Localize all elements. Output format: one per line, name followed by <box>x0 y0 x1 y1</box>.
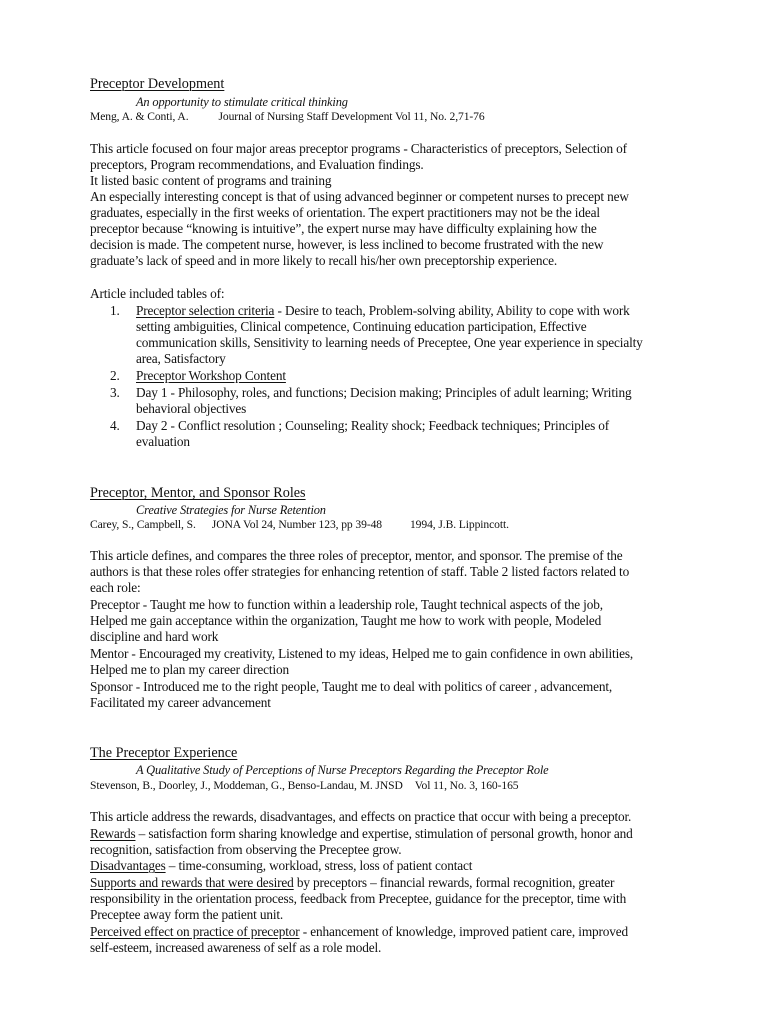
paragraph-line: It listed basic content of programs and training <box>90 173 332 188</box>
item-text: - enhancement of knowledge, improved patient care, improved <box>299 924 629 939</box>
section-title: The Preceptor Experience <box>90 745 238 761</box>
list-number: 4. <box>110 418 120 433</box>
item-continuation: Preceptee away form the patient unit. <box>90 907 284 922</box>
list-number: 1. <box>110 303 120 318</box>
list-item <box>110 418 609 434</box>
list-item <box>90 826 633 842</box>
citation-journal: JONA Vol 24, Number 123, pp 39-48 <box>211 518 382 531</box>
list-item <box>110 385 631 401</box>
section-title: Preceptor Development <box>90 76 225 92</box>
list-text: Day 1 - Philosophy, roles, and functions; Decision making; Principles of adult learning; Writing <box>136 385 632 400</box>
list-item <box>90 924 628 940</box>
paragraph-line: Mentor - Encouraged my creativity, Listened to my ideas, Helped me to gain confidence in own abilities, <box>90 646 634 661</box>
list-item <box>90 875 614 891</box>
section-subtitle: Creative Strategies for Nurse Retention <box>136 503 326 517</box>
citation <box>90 517 509 533</box>
paragraph-line: This article address the rewards, disadvantages, and effects on practice that occur with being a preceptor. <box>90 809 632 824</box>
paragraph-line: Helped me to plan my career direction <box>90 662 289 677</box>
paragraph-line: each role: <box>90 580 141 595</box>
paragraph-line: Preceptor - Taught me how to function within a leadership role, Taught technical aspects of the job, <box>90 597 603 612</box>
list-continuation: evaluation <box>136 434 190 449</box>
list-heading: Preceptor Workshop Content <box>136 368 286 383</box>
citation-journal: Journal of Nursing Staff Development Vol 11, No. 2,71-76 <box>218 110 485 123</box>
paragraph-line: This article defines, and compares the three roles of preceptor, mentor, and sponsor. The premise of the <box>90 548 623 563</box>
paragraph-line: graduate’s lack of speed and in more likely to recall his/her own preceptorship experience. <box>90 253 558 268</box>
list-item <box>110 303 630 319</box>
list-text: Day 2 - Conflict resolution ; Counseling; Reality shock; Feedback techniques; Principles of <box>136 418 610 433</box>
paragraph-line: preceptors, Program recommendations, and Evaluation findings. <box>90 157 424 172</box>
paragraph-line: authors is that these roles offer strategies for enhancing retention of staff. Table 2 listed factors related to <box>90 564 630 579</box>
citation <box>90 778 518 794</box>
paragraph-line: Helped me gain acceptance within the organization, Taught me how to work with people, Modeled <box>90 613 602 628</box>
paragraph-line: Sponsor - Introduced me to the right people, Taught me to deal with politics of career , advancement, <box>90 679 613 694</box>
item-continuation: self-esteem, increased awareness of self as a role model. <box>90 940 382 955</box>
list-continuation: setting ambiguities, Clinical competence, Continuing education participation, Effective <box>136 319 587 334</box>
list-continuation: communication skills, Sensitivity to learning needs of Preceptee, One year experience in specialty <box>136 335 643 350</box>
citation-authors: Carey, S., Campbell, S. <box>90 518 196 531</box>
list-number: 2. <box>110 368 120 383</box>
item-text: – satisfaction form sharing knowledge and expertise, stimulation of personal growth, honor and <box>135 826 633 841</box>
section-subtitle: A Qualitative Study of Perceptions of Nurse Preceptors Regarding the Preceptor Role <box>136 763 549 777</box>
item-text: by preceptors – financial rewards, formal recognition, greater <box>293 875 615 890</box>
paragraph-line: Facilitated my career advancement <box>90 695 271 710</box>
item-heading: Rewards <box>90 826 136 841</box>
paragraph-line: graduates, especially in the first weeks of orientation. The expert practitioners may not be the ideal <box>90 205 600 220</box>
list-text: - Desire to teach, Problem-solving ability, Ability to cope with work <box>274 303 630 318</box>
item-text: – time-consuming, workload, stress, loss of patient contact <box>165 858 473 873</box>
paragraph-line: preceptor because “knowing is intuitive”, the expert nurse may have difficulty explaining how the <box>90 221 597 236</box>
citation-authors: Stevenson, B., Doorley, J., Moddeman, G., Benso-Landau, M. JNSD <box>90 779 403 792</box>
item-continuation: responsibility in the orientation process, feedback from Preceptee, guidance for the preceptor, time with <box>90 891 627 906</box>
citation-journal: Vol 11, No. 3, 160-165 <box>414 779 519 792</box>
section-title: Preceptor, Mentor, and Sponsor Roles <box>90 485 306 501</box>
section-subtitle: An opportunity to stimulate critical thinking <box>136 95 348 109</box>
list-continuation: area, Satisfactory <box>136 351 226 366</box>
list-item <box>90 858 472 874</box>
list-heading: Preceptor selection criteria <box>136 303 275 318</box>
citation-year: 1994, J.B. Lippincott. <box>409 518 509 531</box>
item-heading: Disadvantages <box>90 858 166 873</box>
paragraph-line: discipline and hard work <box>90 629 219 644</box>
list-item <box>110 368 286 384</box>
item-heading: Supports and rewards that were desired <box>90 875 294 890</box>
paragraph-line: decision is made. The competent nurse, however, is less inclined to become frustrated with the new <box>90 237 604 252</box>
paragraph-line: An especially interesting concept is that of using advanced beginner or competent nurses to precept new <box>90 189 629 204</box>
citation-authors: Meng, A. & Conti, A. <box>90 110 189 123</box>
tables-intro: Article included tables of: <box>90 286 225 301</box>
list-continuation: behavioral objectives <box>136 401 247 416</box>
citation <box>90 109 485 125</box>
item-continuation: recognition, satisfaction from observing the Preceptee grow. <box>90 842 402 857</box>
paragraph-line: This article focused on four major areas preceptor programs - Characteristics of preceptors, Selection of <box>90 141 627 156</box>
list-number: 3. <box>110 385 120 400</box>
item-heading: Perceived effect on practice of preceptor <box>90 924 300 939</box>
